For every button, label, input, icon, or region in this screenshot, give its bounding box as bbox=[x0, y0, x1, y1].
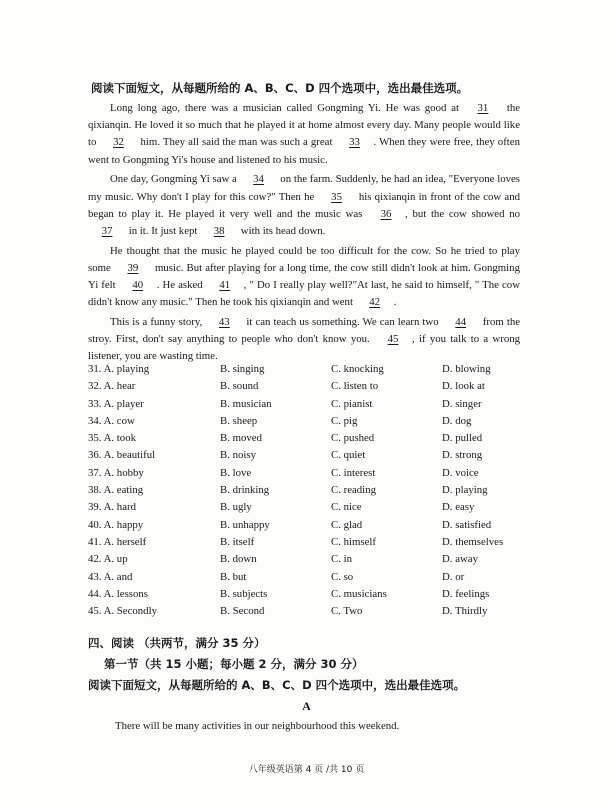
option-c: C. in bbox=[331, 553, 352, 566]
option-a: 44. A. lessons bbox=[88, 587, 148, 600]
passage-text: He thought that the music he played could be too difficult for the cow. So he tried to play some bbox=[88, 244, 520, 274]
paragraph-1 bbox=[88, 100, 520, 169]
option-d: D. or bbox=[442, 570, 465, 583]
option-a: 38. A. eating bbox=[88, 484, 144, 497]
option-b: B. sound bbox=[220, 380, 259, 393]
option-row-32 bbox=[88, 378, 528, 395]
reading-instruction: 阅读下面短文，从每题所给的 A、B、C、D 四个选项中，选出最佳选项。 bbox=[88, 678, 466, 692]
option-b: B. subjects bbox=[220, 587, 268, 600]
blank-42: 42 bbox=[369, 296, 381, 309]
option-b: B. but bbox=[220, 570, 247, 583]
option-d: D. feelings bbox=[442, 587, 490, 600]
option-a: 41. A. herself bbox=[88, 535, 147, 548]
option-row-38 bbox=[88, 482, 528, 499]
option-b: B. moved bbox=[220, 432, 262, 445]
option-c: C. musicians bbox=[331, 587, 387, 600]
option-b: B. sheep bbox=[220, 414, 258, 427]
option-d: D. strong bbox=[442, 449, 483, 462]
blank-33: 33 bbox=[349, 136, 360, 149]
option-d: D. pulled bbox=[442, 432, 483, 445]
passage-text: , " Do I really play well?"At last, he said to himself, " The cow didn't know any music." Then he took his qixianqin and went bbox=[88, 279, 520, 309]
passage-text: him. They all said the man was such a great bbox=[140, 136, 333, 149]
option-a: 42. A. up bbox=[88, 553, 128, 566]
blank-39: 39 bbox=[127, 261, 139, 274]
option-d: D. themselves bbox=[442, 535, 504, 548]
option-a: 34. A. cow bbox=[88, 414, 135, 427]
passage-text: . He asked bbox=[156, 279, 203, 292]
option-c: C. nice bbox=[331, 501, 362, 514]
blank-31: 31 bbox=[477, 102, 489, 114]
blank-38: 38 bbox=[213, 224, 225, 237]
option-c: C. pushed bbox=[331, 432, 375, 445]
option-d: D. easy bbox=[442, 501, 475, 514]
option-d: D. dog bbox=[442, 414, 472, 427]
option-b: B. Second bbox=[220, 605, 265, 618]
option-c: C. pianist bbox=[331, 397, 373, 410]
cloze-passage bbox=[88, 100, 520, 368]
passage-text: music. But after playing for a long time, the cow still didn't look at him. Gongming Yi felt bbox=[88, 261, 520, 292]
option-row-34 bbox=[88, 413, 528, 430]
option-b: B. ugly bbox=[220, 501, 252, 514]
passage-text: in it. It just kept bbox=[128, 224, 198, 237]
passage-text: from the stroy. First, don't say anything to people who don't know you. bbox=[88, 315, 521, 346]
option-row-43 bbox=[88, 569, 528, 586]
option-row-42 bbox=[88, 551, 528, 568]
paragraph-3 bbox=[88, 243, 520, 312]
option-b: B. singing bbox=[220, 363, 265, 375]
passage-text: This is a funny story, bbox=[110, 315, 203, 328]
subsection-title: 第一节（共 15 小题；每小题 2 分，满分 30 分） bbox=[104, 657, 364, 671]
option-c: C. glad bbox=[331, 518, 363, 531]
option-a: 39. A. hard bbox=[88, 501, 136, 514]
option-row-35 bbox=[88, 430, 528, 447]
passage-text: Long long ago, there was a musician called Gongming Yi. He was good at bbox=[110, 102, 460, 114]
blank-41: 41 bbox=[219, 279, 231, 292]
passage-text: . When they were free, they often went to Gongming Yi's house and listened to his music. bbox=[88, 136, 520, 166]
option-row-31 bbox=[88, 361, 528, 378]
option-a: 40. A. happy bbox=[88, 518, 144, 531]
option-a: 33. A. player bbox=[88, 397, 144, 410]
option-row-40 bbox=[88, 517, 528, 534]
blank-34: 34 bbox=[253, 173, 264, 186]
option-c: C. reading bbox=[331, 484, 376, 497]
option-a: 31. A. playing bbox=[88, 363, 150, 375]
option-d: D. voice bbox=[442, 466, 479, 479]
passage-text: on the farm. Suddenly, he had an idea, "Everyone loves my music. Why don't I play for this cow?" Then he bbox=[88, 173, 520, 203]
option-a: 45. A. Secondly bbox=[88, 605, 157, 618]
passage-text: One day, Gongming Yi saw a bbox=[110, 173, 237, 186]
passage-letter: A bbox=[302, 699, 311, 713]
blank-45: 45 bbox=[387, 333, 399, 346]
option-c: C. Two bbox=[331, 605, 363, 618]
paragraph-4 bbox=[88, 314, 520, 366]
option-b: B. musician bbox=[220, 397, 272, 410]
option-b: B. down bbox=[220, 553, 257, 566]
option-a: 43. A. and bbox=[88, 570, 133, 583]
option-c: C. interest bbox=[331, 466, 376, 479]
passage-text: it can teach us something. We can learn two bbox=[246, 315, 439, 328]
passage-text: . bbox=[393, 296, 397, 309]
option-c: C. himself bbox=[331, 535, 376, 548]
option-row-36 bbox=[88, 447, 528, 464]
option-d: D. satisfied bbox=[442, 518, 492, 531]
blank-37: 37 bbox=[101, 224, 113, 237]
option-b: B. unhappy bbox=[220, 518, 270, 531]
option-b: B. drinking bbox=[220, 484, 270, 497]
option-a: 32. A. hear bbox=[88, 380, 136, 393]
cloze-instruction: 阅读下面短文，从每题所给的 A、B、C、D 四个选项中，选出最佳选项。 bbox=[91, 81, 469, 95]
options-table bbox=[88, 361, 528, 620]
passage-text: , but the cow showed no bbox=[405, 207, 520, 220]
option-a: 36. A. beautiful bbox=[88, 449, 156, 462]
option-b: B. love bbox=[220, 466, 252, 479]
page-footer: 八年级英语第 4 页 /共 10 页 bbox=[248, 765, 365, 775]
passage-a-first-line: There will be many activities in our neighbourhood this weekend. bbox=[115, 720, 400, 732]
option-d: D. playing bbox=[442, 484, 488, 497]
option-c: C. pig bbox=[331, 414, 358, 427]
option-row-41 bbox=[88, 534, 528, 551]
passage-text: his qixianqin in front of the cow and began to play it. He played it very well and the music was bbox=[88, 190, 521, 220]
blank-40: 40 bbox=[132, 279, 144, 292]
option-row-45 bbox=[88, 603, 528, 620]
passage-text: with its head down. bbox=[240, 224, 326, 237]
option-row-33 bbox=[88, 396, 528, 413]
paragraph-2 bbox=[88, 171, 520, 240]
blank-32: 32 bbox=[113, 136, 124, 149]
blank-35: 35 bbox=[331, 190, 342, 203]
option-row-37 bbox=[88, 465, 528, 482]
blank-43: 43 bbox=[218, 315, 230, 328]
passage-text: the qixianqin. He loved it so much that he played it at home almost every day. Many people would like to bbox=[88, 102, 521, 149]
section-title: 四、阅读 （共两节，满分 35 分） bbox=[88, 636, 266, 650]
option-d: D. blowing bbox=[442, 363, 491, 375]
option-a: 35. A. took bbox=[88, 432, 136, 445]
option-a: 37. A. hobby bbox=[88, 466, 144, 479]
blank-44: 44 bbox=[455, 315, 467, 328]
option-row-44 bbox=[88, 586, 528, 603]
option-c: C. quiet bbox=[331, 449, 366, 462]
passage-text: , if you talk to a wrong listener, you are wasting time. bbox=[88, 333, 521, 363]
option-b: B. itself bbox=[220, 535, 255, 548]
option-c: C. listen to bbox=[331, 380, 379, 393]
blank-36: 36 bbox=[380, 207, 392, 220]
option-c: C. so bbox=[331, 570, 354, 583]
option-b: B. noisy bbox=[220, 449, 256, 462]
option-d: D. singer bbox=[442, 397, 482, 410]
option-d: D. Thirdly bbox=[442, 605, 488, 618]
option-d: D. look at bbox=[442, 380, 485, 393]
option-d: D. away bbox=[442, 553, 478, 566]
option-row-39 bbox=[88, 499, 528, 516]
option-c: C. knocking bbox=[331, 363, 384, 375]
